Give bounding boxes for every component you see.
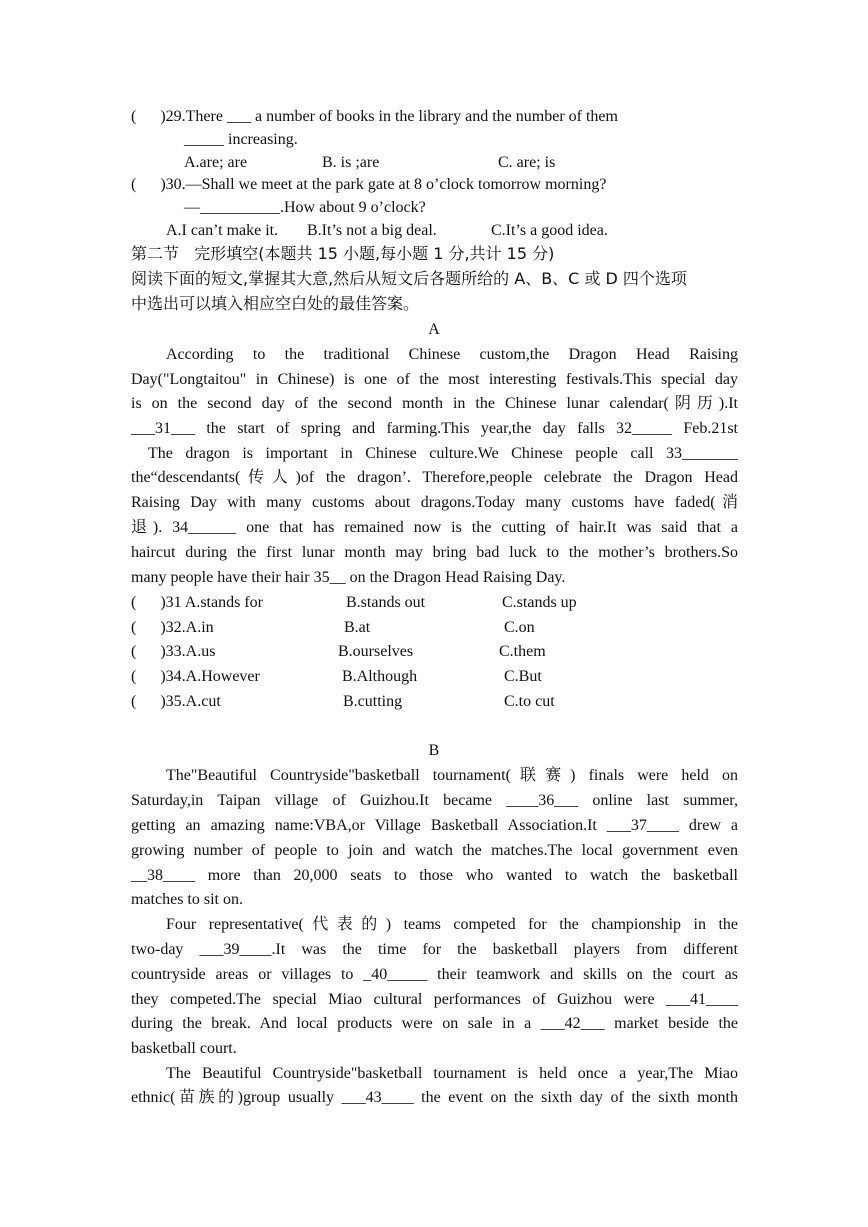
question-29-stem: ( )29.There ___ a number of books in the library and the number of them (131, 108, 618, 125)
passage-a-line: Raising Day with many customs about dragons.Today many customs have faded(消 (131, 494, 739, 511)
option-31-b: B.stands out (346, 594, 426, 611)
option-35-a: ( )35.A.cut (131, 693, 221, 710)
passage-a-line: ___31___ the start of spring and farming.This year,the day falls 32_____ Feb.21st (131, 420, 738, 437)
option-32-c: C.on (504, 619, 535, 636)
passage-b-line: growing number of people to join and watch the matches.The local government even (131, 842, 738, 859)
passage-b-line: basketball court. (131, 1040, 237, 1057)
option-33-a: ( )33.A.us (131, 643, 216, 660)
option-31-c: C.stands up (502, 594, 577, 611)
passage-a-line: The dragon is important in Chinese culture.We Chinese people call 33_______ (148, 445, 738, 462)
question-30-option-a: A.I can’t make it. (166, 222, 279, 239)
passage-b-line: The Beautiful Countryside"basketball tournament is held once a year,The Miao (166, 1065, 738, 1082)
passage-b-label: B (428, 742, 440, 759)
option-34-c: C.But (504, 668, 542, 685)
option-35-b: B.cutting (343, 693, 403, 710)
passage-b-line: ethnic(苗族的)group usually ___43____ the event on the sixth day of the sixth month (131, 1089, 738, 1106)
passage-b-line: two-day ___39____.It was the time for the basketball players from different (131, 941, 738, 958)
passage-a-line: is on the second day of the second month in the Chinese lunar calendar(阴历).It (131, 395, 738, 412)
passage-a-line: the“descendants(传人)of the dragon’. Therefore,people celebrate the Dragon Head (131, 469, 738, 486)
passage-b-line: Four representative(代表的) teams competed for the championship in the (166, 916, 738, 933)
question-29-continuation: _____ increasing. (184, 131, 298, 148)
option-35-c: C.to cut (504, 693, 555, 710)
question-29-option-c: C. are; is (498, 154, 556, 171)
question-30-stem: ( )30.—Shall we meet at the park gate at 8 o’clock tomorrow morning? (131, 176, 607, 193)
question-30-option-c: C.It’s a good idea. (491, 222, 608, 239)
passage-a-line: Day("Longtaitou" in Chinese) is one of the most interesting festivals.This special day (131, 371, 738, 388)
option-32-a: ( )32.A.in (131, 619, 214, 636)
passage-b-line: they competed.The special Miao cultural performances of Guizhou were ___41____ (131, 991, 738, 1008)
question-30-option-b: B.It’s not a big deal. (307, 222, 437, 239)
passage-a-line: many people have their hair 35__ on the Dragon Head Raising Day. (131, 569, 566, 586)
passage-b-line: during the break. And local products were on sale in a ___42___ market beside the (131, 1015, 738, 1032)
passage-a-line: 退). 34______ one that has remained now is the cutting of hair.It was said that a (131, 519, 738, 536)
passage-b-line: matches to sit on. (131, 891, 243, 908)
option-32-b: B.at (344, 619, 371, 636)
question-29-option-b: B. is ;are (322, 154, 380, 171)
option-33-c: C.them (499, 643, 546, 660)
passage-b-line: __38____ more than 20,000 seats to those who wanted to watch the basketball (131, 867, 738, 884)
option-34-a: ( )34.A.However (131, 668, 260, 685)
passage-a-label: A (428, 321, 440, 338)
option-33-b: B.ourselves (338, 643, 414, 660)
section-instruction-line-1: 阅读下面的短文,掌握其大意,然后从短文后各题所给的 A、B、C 或 D 四个选项 (131, 269, 687, 288)
question-30-continuation: —__________.How about 9 o’clock? (184, 199, 426, 216)
option-34-b: B.Although (342, 668, 418, 685)
option-31-a: ( )31 A.stands for (131, 594, 263, 611)
section-instruction-line-2: 中选出可以填入相应空白处的最佳答案。 (131, 294, 420, 313)
passage-b-line: Saturday,in Taipan village of Guizhou.It became ____36___ online last summer, (131, 792, 738, 809)
passage-b-line: countryside areas or villages to _40_____ their teamwork and skills on the court as (131, 966, 738, 983)
passage-b-line: getting an amazing name:VBA,or Village Basketball Association.It ___37____ drew a (131, 817, 738, 834)
passage-b-line: The"Beautiful Countryside"basketball tournament(联赛) finals were held on (166, 767, 738, 784)
passage-a-line: haircut during the first lunar month may bring bad luck to the mother’s brothers.So (131, 544, 738, 561)
section-title: 第二节 完形填空(本题共 15 小题,每小题 1 分,共计 15 分) (131, 244, 555, 263)
question-29-option-a: A.are; are (184, 154, 248, 171)
passage-a-line: According to the traditional Chinese custom,the Dragon Head Raising (166, 346, 738, 363)
